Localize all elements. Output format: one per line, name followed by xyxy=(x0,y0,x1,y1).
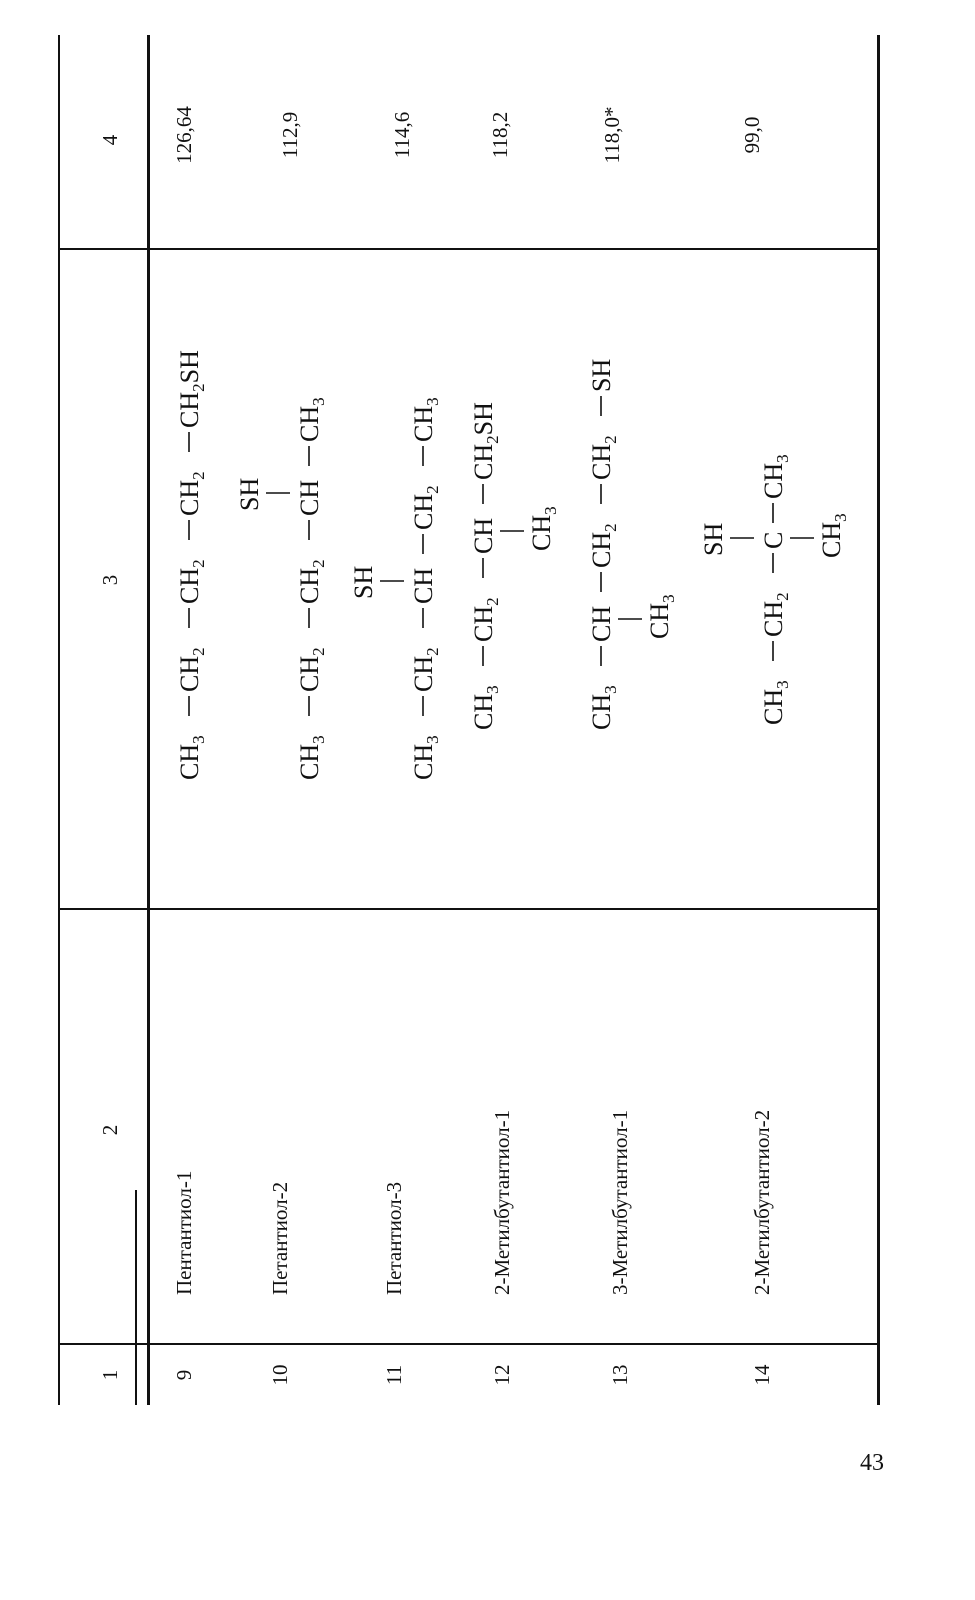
formula-atom: $CH_2SH$ xyxy=(469,402,502,480)
formula-atom: C xyxy=(759,531,788,549)
col-header-4: 4 xyxy=(98,134,122,146)
formula-atom: $CH_3$ xyxy=(587,685,620,730)
compound-name: 3-Метилбутантиол-1 xyxy=(608,1109,632,1295)
row-number: 14 xyxy=(750,1364,774,1386)
formula-atom: $CH_3$ xyxy=(469,685,502,730)
formula-atom: $CH_2$ xyxy=(295,559,328,604)
boiling-value: 126,64 xyxy=(172,106,196,164)
formula-atom: $CH_3$ xyxy=(527,506,560,551)
formula-atom: $CH_3$ xyxy=(645,594,678,639)
formula-atom: $CH_2$ xyxy=(587,435,620,480)
formula-atom: SH xyxy=(349,565,378,599)
formula-atom: CH xyxy=(295,479,324,516)
formula-atom: $CH_3$ xyxy=(817,513,850,558)
formula-atom: $CH_3$ xyxy=(295,735,328,780)
boiling-value: 114,6 xyxy=(390,111,414,159)
boiling-value: 118,0* xyxy=(600,106,624,164)
compound-name: Петантиол-3 xyxy=(382,1181,406,1295)
boiling-value: 99,0 xyxy=(740,116,764,154)
formula xyxy=(587,359,678,730)
formula-atom: $CH_3$ xyxy=(175,735,208,780)
compound-name: 2-Метилбутантиол-2 xyxy=(750,1109,774,1295)
formula-atom: $CH_2SH$ xyxy=(175,350,208,428)
row-number: 9 xyxy=(172,1369,196,1381)
formula-atom: $CH_2$ xyxy=(409,485,442,530)
formula xyxy=(235,397,328,780)
boiling-value: 118,2 xyxy=(488,111,512,159)
formula-atom: SH xyxy=(587,358,616,392)
formula xyxy=(175,350,208,780)
col-header-1: 1 xyxy=(98,1369,122,1381)
formula-atom: $CH_2$ xyxy=(759,592,792,637)
col-header-3: 3 xyxy=(98,574,122,586)
formula xyxy=(699,454,850,725)
row-number: 11 xyxy=(382,1364,406,1386)
compound-name: 2-Метилбутантиол-1 xyxy=(490,1109,514,1295)
formula-atom: $CH_2$ xyxy=(295,647,328,692)
formula xyxy=(469,402,560,730)
compound-name: Петантиол-2 xyxy=(268,1181,292,1295)
formula-atom: $CH_2$ xyxy=(469,597,502,642)
formula-atom: SH xyxy=(699,522,728,556)
formula-atom: $CH_2$ xyxy=(175,471,208,516)
formula-atom: $CH_2$ xyxy=(175,559,208,604)
page-number: 43 xyxy=(860,1450,884,1476)
formula-atom: $CH_2$ xyxy=(409,647,442,692)
row-number: 10 xyxy=(268,1364,292,1386)
formula-atom: CH xyxy=(409,567,438,604)
formula xyxy=(349,397,442,780)
formula-atom: $CH_3$ xyxy=(759,454,792,499)
row-number: 12 xyxy=(490,1364,514,1386)
compound-name: Пентантиол-1 xyxy=(172,1170,196,1295)
formula-atom: CH xyxy=(469,517,498,554)
formula-atom: $CH_2$ xyxy=(175,647,208,692)
boiling-value: 112,9 xyxy=(278,111,302,159)
formula-atom: $CH_3$ xyxy=(409,397,442,442)
formula-atom: $CH_3$ xyxy=(409,735,442,780)
formula-atom: $CH_3$ xyxy=(295,397,328,442)
col-header-2: 2 xyxy=(98,1124,122,1136)
formula-atom: $CH_3$ xyxy=(759,680,792,725)
formula-atom: $CH_2$ xyxy=(587,523,620,568)
formula-atom: CH xyxy=(587,605,616,642)
formula-atom: SH xyxy=(235,477,264,511)
row-number: 13 xyxy=(608,1364,632,1386)
